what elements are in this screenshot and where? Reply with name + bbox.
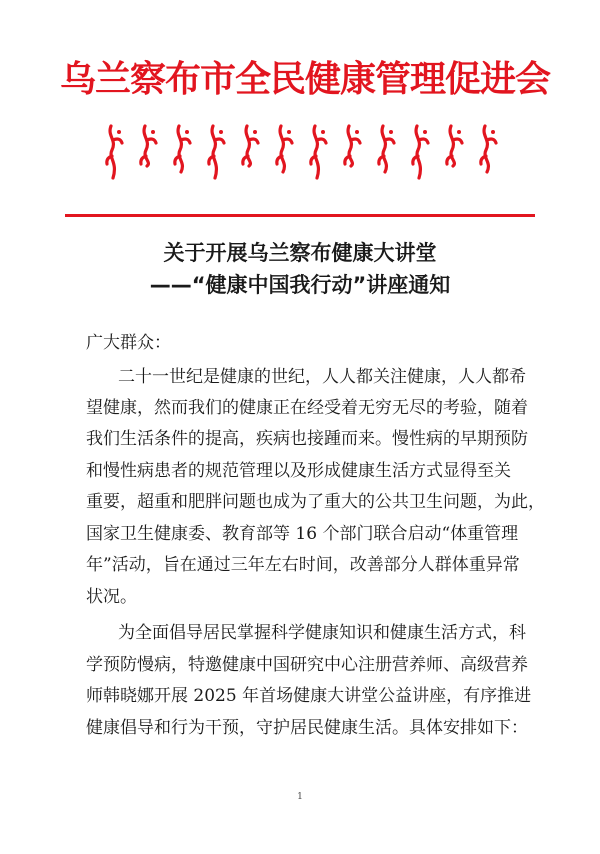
mongolian-glyph-dot — [423, 130, 427, 134]
red-divider-line — [65, 214, 535, 217]
mongolian-glyph-dot — [219, 130, 223, 134]
mongolian-glyph-dot — [253, 130, 257, 134]
mongolian-glyph-dot — [389, 130, 393, 134]
paragraph-1-line: 国家卫生健康委、教育部等 16 个部门联合启动“体重管理 — [86, 524, 519, 544]
mongolian-glyph-dot — [321, 130, 325, 134]
mongolian-glyph-dot — [457, 130, 461, 134]
paragraph-1-line: 年”活动，旨在通过三年左右时间，改善部分人群体重异常 — [86, 555, 520, 575]
mongolian-script-graphic — [95, 118, 515, 190]
org-name-heading: 乌兰察布市全民健康管理促进会 — [60, 59, 551, 100]
salutation: 广大群众： — [86, 333, 171, 353]
paragraph-2-line: 健康倡导和行为干预，守护居民健康生活。具体安排如下： — [86, 718, 528, 738]
mongolian-script-name — [95, 118, 515, 190]
notice-title-line-1: 关于开展乌兰察布健康大讲堂 — [163, 241, 437, 265]
mongolian-glyph-dot — [151, 130, 155, 134]
notice-title-line-2: ——“健康中国我行动”讲座通知 — [149, 273, 451, 297]
mongolian-glyph-dot — [491, 130, 495, 134]
mongolian-glyph-dot — [117, 130, 121, 134]
mongolian-glyph-dot — [287, 130, 291, 134]
mongolian-glyph-dot — [355, 130, 359, 134]
page-number: 1 — [297, 792, 303, 802]
paragraph-1-line: 望健康，然而我们的健康正在经受着无穷无尽的考验，随着 — [86, 398, 528, 418]
paragraph-2-line: 为全面倡导居民掌握科学健康知识和健康生活方式，科 — [118, 623, 526, 643]
paragraph-2-line: 学预防慢病，特邀健康中国研究中心注册营养师、高级营养 — [86, 655, 528, 675]
paragraph-1-line: 我们生活条件的提高，疾病也接踵而来。慢性病的早期预防 — [86, 429, 528, 449]
paragraph-1-line: 状况。 — [86, 587, 137, 607]
paragraph-1-line: 重要，超重和肥胖问题也成为了重大的公共卫生问题，为此， — [86, 492, 545, 512]
mongolian-glyph-dot — [185, 130, 189, 134]
paragraph-1-line: 二十一世纪是健康的世纪，人人都关注健康，人人都希 — [118, 367, 526, 387]
paragraph-2-line: 师韩晓娜开展 2025 年首场健康大讲堂公益讲座，有序推进 — [86, 686, 532, 706]
paragraph-1-line: 和慢性病患者的规范管理以及形成健康生活方式显得至关 — [86, 461, 511, 481]
